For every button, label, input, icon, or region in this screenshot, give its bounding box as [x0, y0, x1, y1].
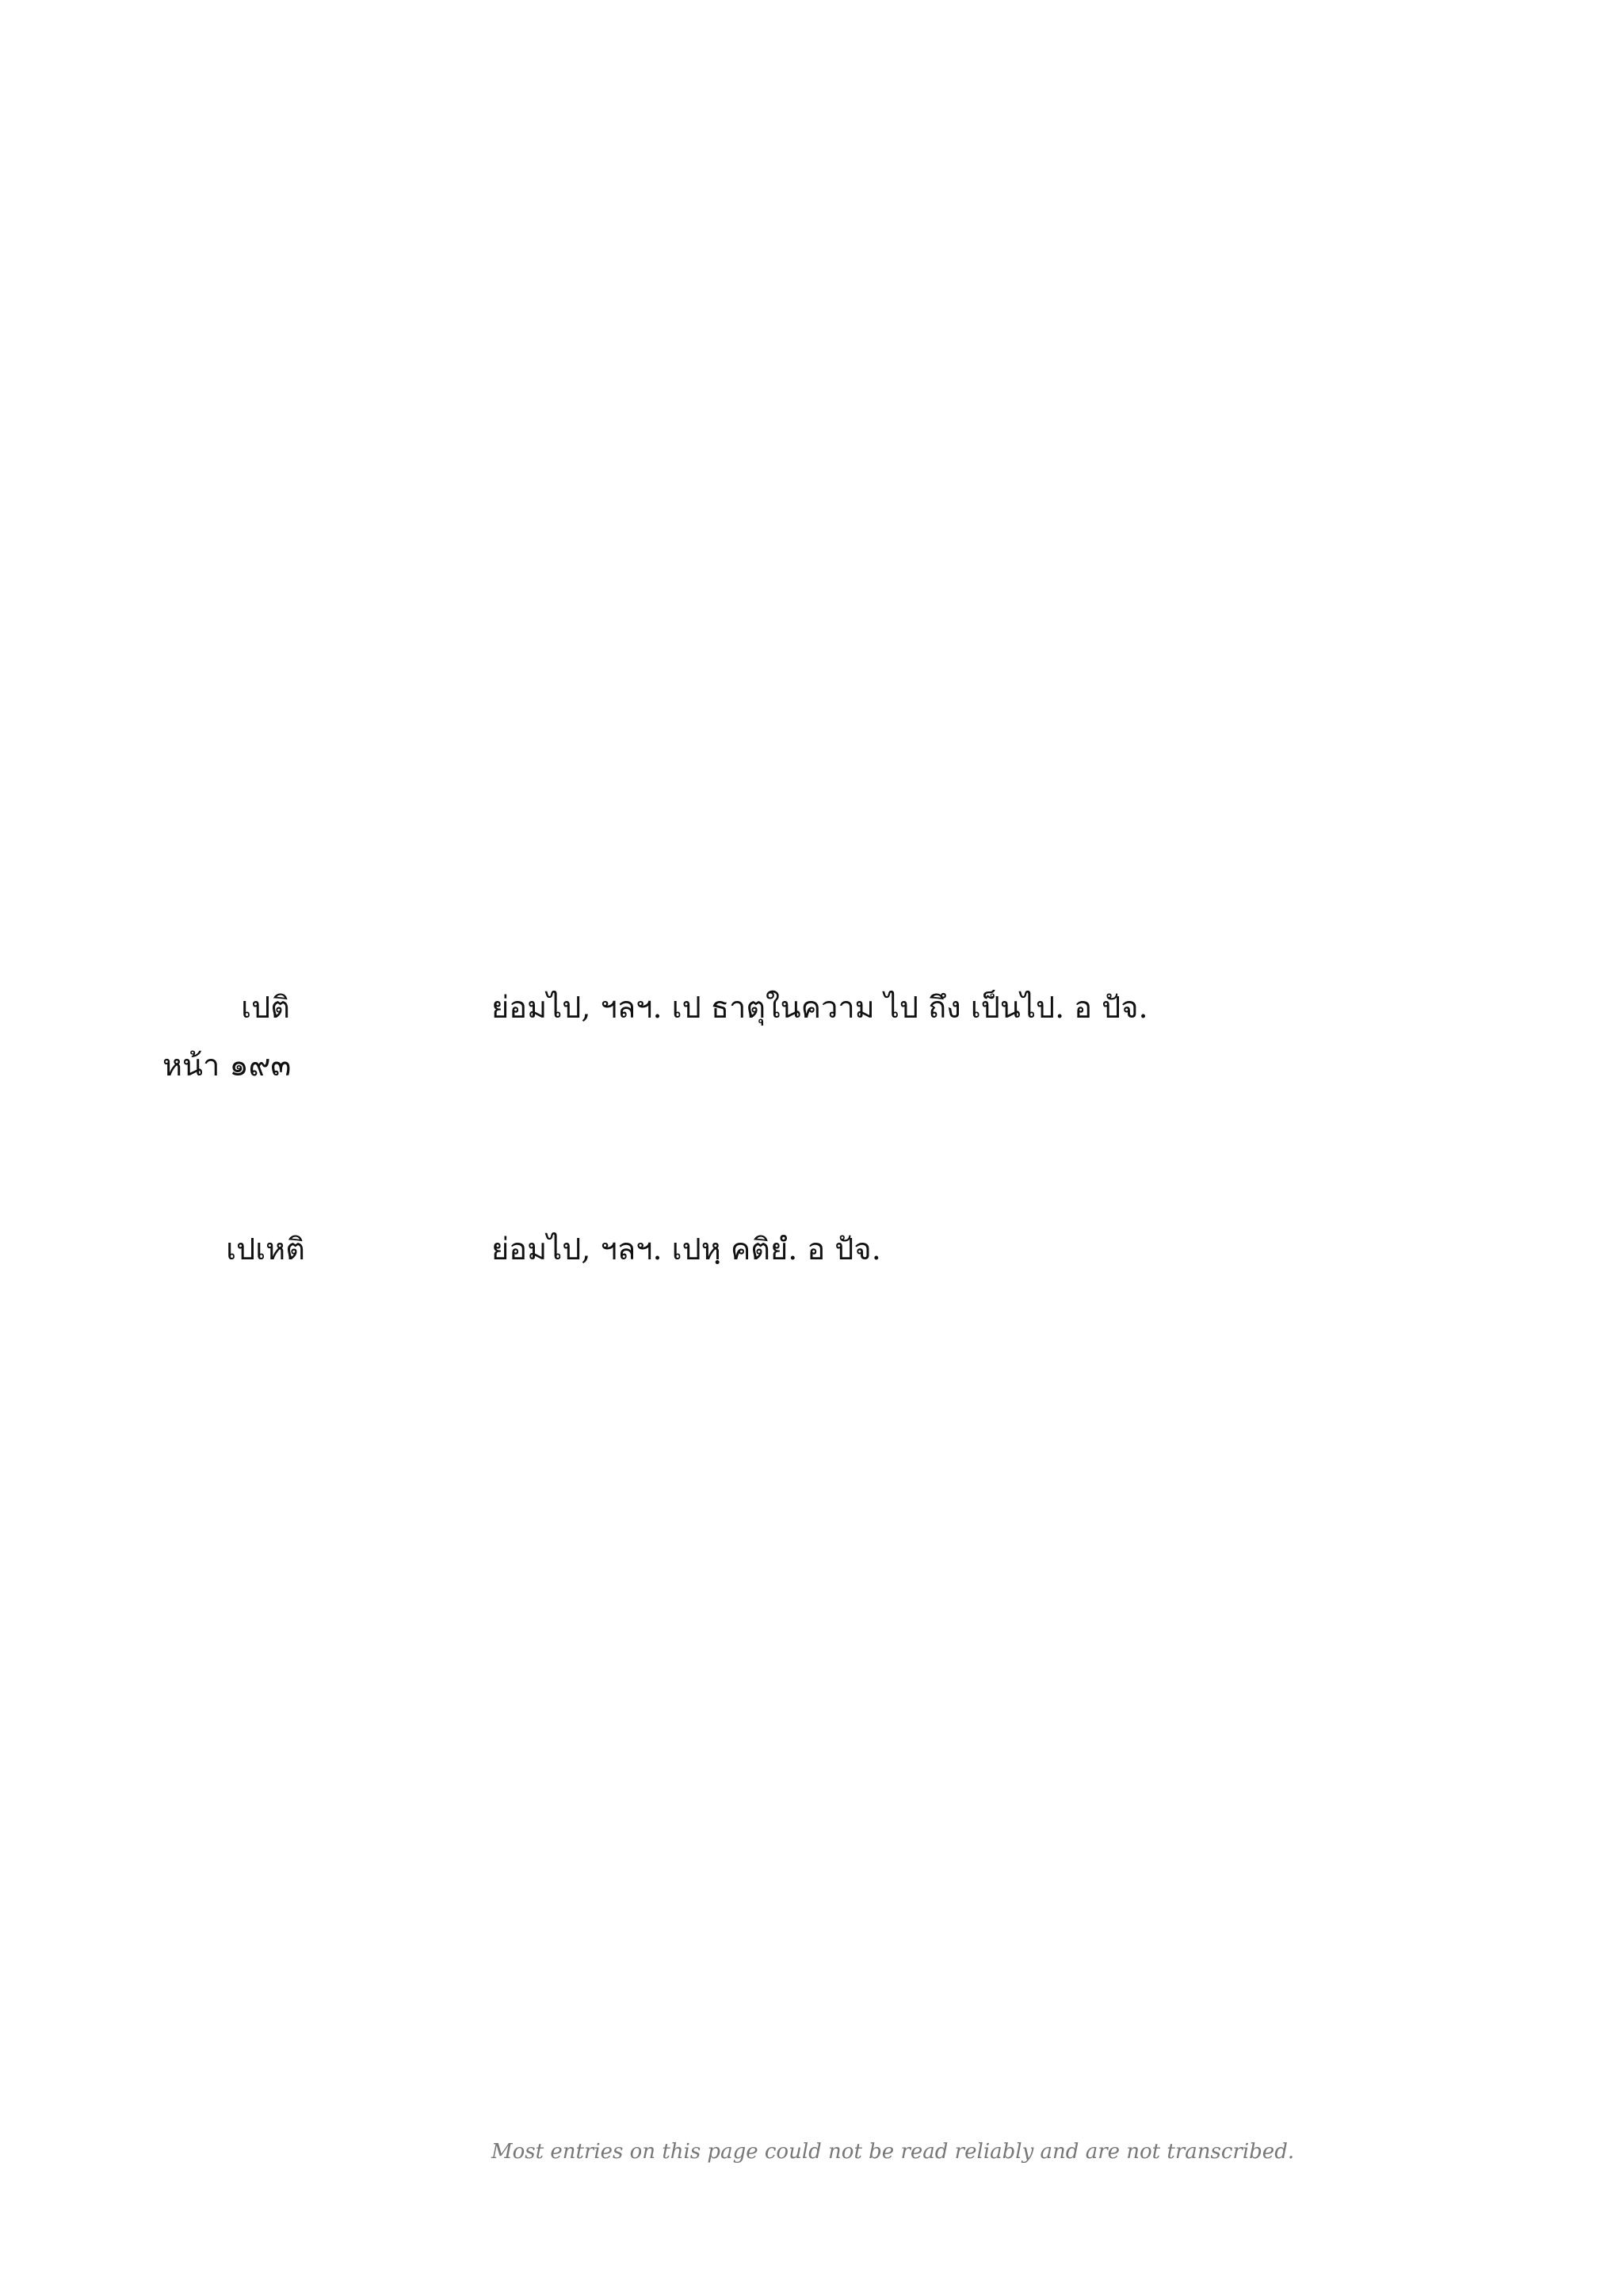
headword: เปติ [241, 990, 290, 1025]
definition: ย่อมไป, ฯลฯ. เป ธาตุในความ ไป ถึง เป็นไป. อ ปัจ. [491, 990, 1148, 1025]
transcription-gap-note: Most entries on this page could not be read reliably and are not transcribed. [491, 2140, 1295, 2164]
page-number: หน้า ๑๙๓ [162, 1048, 292, 1083]
definition: ย่อมไป, ฯลฯ. เปหฺ คติยํ. อ ปัจ. [491, 1232, 881, 1266]
headword: เปเหติ [226, 1232, 305, 1266]
